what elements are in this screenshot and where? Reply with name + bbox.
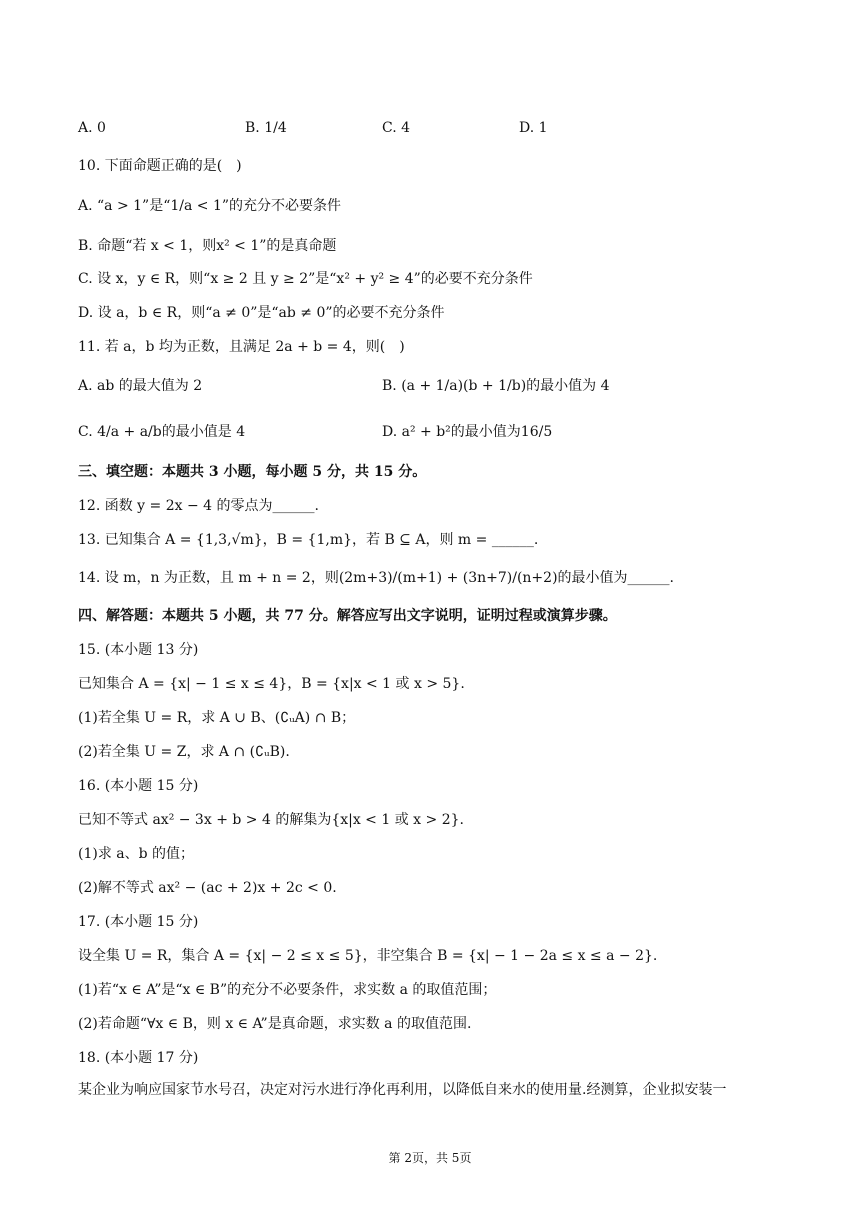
q11-stem: 11. 若 a，b 均为正数，且满足 2a + b = 4，则( ) [78,339,405,355]
q15-part-1: (1)若全集 U = R，求 A ∪ B、(∁ᵤA) ∩ B； [78,710,356,726]
q17-head: 17. (本小题 15 分) [78,914,199,930]
q15-head: 15. (本小题 13 分) [78,642,199,658]
q13: 13. 已知集合 A = {1,3,√m}，B = {1,m}，若 B ⊆ A，则 m = ______. [78,532,539,548]
q10-stem: 10. 下面命题正确的是( ) [78,158,242,174]
q17-part-2: (2)若命题“∀x ∈ B，则 x ∈ A”是真命题，求实数 a 的取值范围. [78,1016,472,1032]
q10-option-b: B. 命题“若 x < 1，则x² < 1”的是真命题 [78,238,337,254]
section-4-heading: 四、解答题：本题共 5 小题，共 77 分。解答应写出文字说明，证明过程或演算步骤。 [78,608,617,624]
q9-option-a: A. 0 [78,120,106,136]
section-3-heading: 三、填空题：本题共 3 小题，每小题 5 分，共 15 分。 [78,464,427,480]
q9-option-d: D. 1 [519,120,548,136]
q10-option-c: C. 设 x，y ∈ R，则“x ≥ 2 且 y ≥ 2”是“x² + y² ≥ 4”的必要不充分条件 [78,271,533,287]
q16-part-2: (2)解不等式 ax² − (ac + 2)x + 2c < 0. [78,880,337,896]
q17-stem: 设全集 U = R，集合 A = {x| − 2 ≤ x ≤ 5}，非空集合 B = {x| − 1 − 2a ≤ x ≤ a − 2}. [78,948,658,964]
q17-part-1: (1)若“x ∈ A”是“x ∈ B”的充分不必要条件，求实数 a 的取值范围； [78,982,497,998]
q16-part-1: (1)求 a、b 的值； [78,846,195,862]
q18-stem: 某企业为响应国家节水号召，决定对污水进行净化再利用，以降低自来水的使用量.经测算，企业拟安装一 [78,1082,727,1098]
q9-option-c: C. 4 [382,120,411,136]
q16-stem: 已知不等式 ax² − 3x + b > 4 的解集为{x|x < 1 或 x > 2}. [78,812,464,828]
q18-head: 18. (本小题 17 分) [78,1050,199,1066]
q12: 12. 函数 y = 2x − 4 的零点为______. [78,498,319,514]
q16-head: 16. (本小题 15 分) [78,778,199,794]
q15-stem: 已知集合 A = {x| − 1 ≤ x ≤ 4}，B = {x|x < 1 或 x > 5}. [78,676,465,692]
page-footer: 第 2页，共 5页 [388,1151,472,1165]
q11-option-b: B. (a + 1/a)(b + 1/b)的最小值为 4 [382,378,610,394]
q11-option-a: A. ab 的最大值为 2 [78,378,203,394]
q10-option-a: A. “a > 1”是“1/a < 1”的充分不必要条件 [78,198,342,214]
q11-option-c: C. 4/a + a/b的最小值是 4 [78,424,246,440]
q14: 14. 设 m，n 为正数，且 m + n = 2，则(2m+3)/(m+1) + (3n+7)/(n+2)的最小值为______. [78,570,674,586]
q15-part-2: (2)若全集 U = Z，求 A ∩ (∁ᵤB). [78,744,290,760]
q10-option-d: D. 设 a，b ∈ R，则“a ≠ 0”是“ab ≠ 0”的必要不充分条件 [78,305,445,321]
q11-option-d: D. a² + b²的最小值为16/5 [382,424,553,440]
q9-option-b: B. 1/4 [245,120,287,136]
